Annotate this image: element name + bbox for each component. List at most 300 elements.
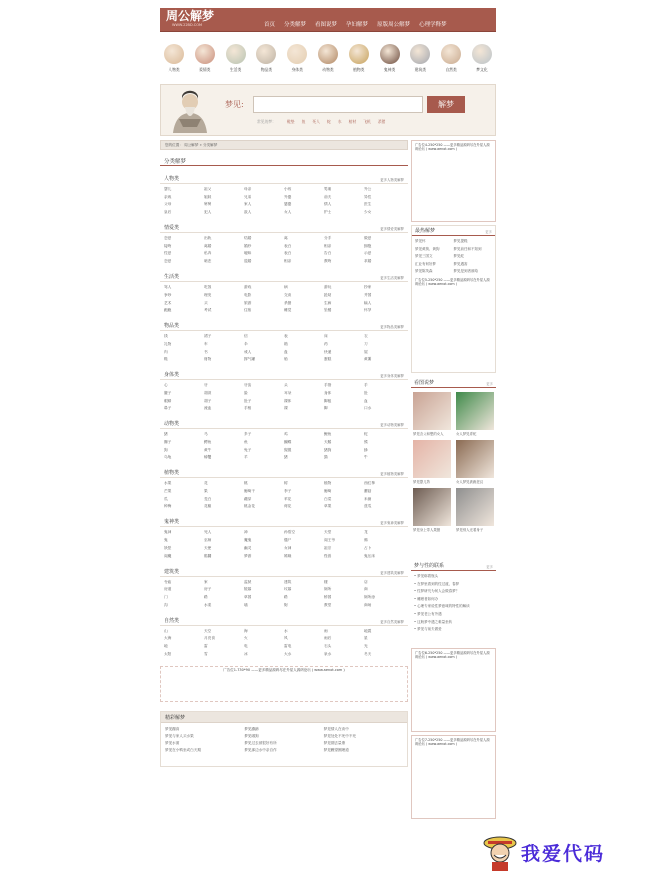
dream-link[interactable]: 书 <box>204 349 208 354</box>
hot-search-link[interactable]: 水 <box>337 119 342 124</box>
dream-link[interactable]: 米菌 <box>364 496 372 501</box>
dream-link[interactable]: 鬼神 <box>164 530 172 535</box>
dream-link[interactable]: 海 <box>244 628 248 633</box>
featured-link[interactable]: 梦见情人在谈中 <box>323 726 349 731</box>
hot-dream-link[interactable]: 梦见是到者被给 <box>453 269 478 273</box>
dream-link[interactable]: 李子 <box>284 489 292 494</box>
dream-link[interactable]: 婆婆 <box>284 202 292 207</box>
hot-dream-link[interactable]: 梦见提鞋 <box>453 239 468 243</box>
nav-category[interactable]: 分类解梦 <box>284 22 307 28</box>
dream-link[interactable]: 建筑 <box>284 579 292 584</box>
dream-link[interactable]: 并国 <box>364 292 372 297</box>
dream-link[interactable]: 街 <box>284 602 288 607</box>
dream-link[interactable]: 厕所 <box>324 587 332 592</box>
hot-search-link[interactable]: 鱼 <box>301 119 306 124</box>
dream-link[interactable]: 阎魔 <box>164 553 172 558</box>
dream-link[interactable]: 手相 <box>244 406 252 411</box>
dream-link[interactable]: 葡萄 <box>324 489 332 494</box>
hot-dream-link[interactable]: 梦见怀 <box>415 239 426 243</box>
dream-link[interactable]: 地震 <box>364 628 372 633</box>
dream-link[interactable]: 舅舅 <box>204 202 212 207</box>
hot-search-link[interactable]: 棺材 <box>348 119 357 124</box>
site-logo[interactable]: 周公解梦 <box>166 9 215 23</box>
dream-link[interactable]: 种梅 <box>164 504 172 509</box>
picture-item[interactable] <box>456 488 494 532</box>
dream-link[interactable]: 瓜 <box>164 496 168 501</box>
hot-dream-link[interactable]: 梦见前任和不知到 <box>453 246 482 251</box>
dream-link[interactable]: 船 <box>284 357 288 362</box>
dream-link[interactable]: 泉水 <box>324 651 332 656</box>
dream-link[interactable]: 白菜 <box>324 496 332 501</box>
dream-link[interactable]: 戒人 <box>244 349 252 354</box>
hot-dreams-more[interactable]: 更多 <box>485 230 492 234</box>
dream-link[interactable]: 桃 <box>244 481 248 486</box>
sidebar-ad-1[interactable]: 广告位4-250*250 ——更多精品源码尽在外星人源码论坛 ( www.aenot.com ) <box>411 140 496 222</box>
dream-link[interactable]: 车 <box>204 341 208 346</box>
dream-link[interactable]: 雷电 <box>284 643 292 648</box>
hot-dream-link[interactable]: 梦见蛇 <box>453 254 464 258</box>
featured-link[interactable]: 梦见在小鸭坐或白天期 <box>165 747 201 752</box>
dream-link[interactable]: 退婚 <box>244 259 252 264</box>
dream-link[interactable]: 吃饭 <box>204 285 212 290</box>
dream-link[interactable]: 鳄鱼 <box>204 440 212 444</box>
featured-link[interactable]: 梦见过去被很好有所 <box>244 740 277 745</box>
dream-link[interactable]: 生病 <box>324 300 332 305</box>
dream-link[interactable]: 跑跑 <box>164 308 172 313</box>
dream-link[interactable]: 结婚 <box>244 236 252 241</box>
dream-link[interactable]: 裸 <box>284 406 288 411</box>
picture-thumb[interactable] <box>456 392 494 430</box>
dream-link[interactable]: 亲戚 <box>164 194 172 199</box>
dream-link[interactable]: 接吻 <box>164 243 172 248</box>
category-1[interactable] <box>195 44 215 80</box>
hot-search-link[interactable]: 鞋垫 <box>287 119 295 124</box>
dream-link[interactable]: 伞 <box>244 341 248 346</box>
dream-link[interactable]: 口水 <box>364 406 372 411</box>
dream-link[interactable]: 拥抱 <box>364 243 372 248</box>
dream-link[interactable]: 杀猪 <box>284 300 292 305</box>
dream-link[interactable]: 血 <box>364 398 368 403</box>
dream-link[interactable]: 墙 <box>244 602 248 607</box>
hot-dream-link[interactable]: 梦见遇害 <box>453 261 468 266</box>
picture-item[interactable] <box>456 392 494 436</box>
dream-link[interactable]: 冰 <box>244 651 248 656</box>
category-7[interactable] <box>380 44 400 80</box>
dream-link[interactable]: 前夫 <box>324 194 332 199</box>
hot-search-link[interactable]: 蛇 <box>326 119 331 124</box>
dream-link[interactable]: 手 <box>364 383 368 388</box>
dream-link[interactable]: 水渠 <box>204 602 212 607</box>
sidebar-ad-4[interactable]: 广告位7-250*250 ——更多精品源码尽在外星人源码论坛 ( www.aenot.com ) <box>411 735 496 819</box>
dream-link[interactable]: 蜂 <box>364 447 368 452</box>
category-5[interactable] <box>318 44 338 80</box>
dream-link[interactable]: 交谈 <box>284 292 292 297</box>
featured-link[interactable]: 梦见水面 <box>165 740 180 745</box>
sex-dream-link[interactable]: • 心理专家说性梦意味的特性的解读 <box>414 604 470 609</box>
dream-link[interactable]: 芒果 <box>164 489 172 494</box>
dream-link[interactable]: 天空 <box>204 628 212 633</box>
search-button[interactable]: 解梦 <box>427 96 465 113</box>
dream-link[interactable]: 游玩 <box>324 285 332 290</box>
dream-link[interactable]: 财物 <box>204 357 212 362</box>
dream-link[interactable]: 旅游 <box>244 300 252 305</box>
dream-link[interactable]: 猪狗 <box>324 447 332 452</box>
dream-link[interactable]: 出轨 <box>204 236 212 241</box>
sex-dream-link[interactable]: • 性梦研究为何人会做春梦？ <box>414 589 460 594</box>
dream-link[interactable]: 鱼 <box>244 440 248 444</box>
block-more-link[interactable]: 更多动物类解梦 <box>380 423 404 428</box>
dream-link[interactable]: 马 <box>204 432 208 437</box>
dream-link[interactable]: 荷花 <box>284 504 292 509</box>
dream-link[interactable]: 螃蟹 <box>204 455 212 460</box>
dream-link[interactable]: 骷髅 <box>204 553 212 558</box>
dream-link[interactable]: 求婚 <box>364 259 372 264</box>
sidebar-ad-3[interactable]: 广告位6-250*250 ——更多精品源码尽在外星人源码论坛 ( www.aenot.com ) <box>411 648 496 732</box>
dream-link[interactable]: 商场 <box>364 602 372 607</box>
dream-link[interactable]: 医生 <box>364 202 372 207</box>
hot-search-link[interactable]: 飞机 <box>363 119 371 124</box>
picture-dreams-more[interactable]: 更多 <box>486 382 493 386</box>
nav-home[interactable]: 首页 <box>264 22 276 28</box>
dream-link[interactable]: 裸体 <box>284 398 292 403</box>
category-3[interactable] <box>256 44 276 80</box>
dream-link[interactable]: 屋 <box>364 349 368 354</box>
dream-link[interactable]: 商 <box>364 587 368 592</box>
dream-link[interactable]: 雷 <box>204 643 208 648</box>
dream-link[interactable]: 藕芽 <box>244 496 252 501</box>
dream-link[interactable]: 寺庙 <box>164 579 172 584</box>
dream-link[interactable]: 恋爱 <box>164 236 172 241</box>
dream-link[interactable]: 僵尸 <box>284 538 292 543</box>
sex-dream-link[interactable]: • 睡眠者如何办 <box>414 596 439 601</box>
dream-link[interactable]: 盘 <box>284 349 288 354</box>
ad-banner[interactable]: 广告位1-730*90 ——更多精品源码尽在外星人源码论坛 ( www.aenot.com ) <box>160 666 408 702</box>
dream-link[interactable]: 手指 <box>324 383 332 388</box>
dream-link[interactable]: 异性 <box>364 194 372 199</box>
dream-link[interactable]: 树 <box>284 481 288 486</box>
dream-link[interactable]: 快递 <box>324 349 332 354</box>
dream-link[interactable]: 外公 <box>364 187 372 191</box>
dream-link[interactable]: 婴儿 <box>164 187 172 191</box>
dream-link[interactable]: 信 <box>244 334 248 339</box>
dream-link[interactable]: 输人 <box>364 300 372 305</box>
sidebar-ad-2[interactable]: 广告位5-250*250 ——更多精品源码尽在外星人源码论坛 ( www.aenot.com ) <box>415 278 490 287</box>
dream-link[interactable]: 天堂 <box>324 530 332 535</box>
dream-link[interactable]: 火 <box>244 636 248 641</box>
featured-link[interactable]: 梦见瞭望圈理道 <box>323 747 349 752</box>
dream-link[interactable]: 乌龟 <box>164 455 172 460</box>
dream-link[interactable]: 星 <box>364 636 368 641</box>
dream-link[interactable]: 猫 <box>324 455 328 460</box>
dream-link[interactable]: 做爱 <box>364 236 372 241</box>
dream-link[interactable]: 石头 <box>324 643 332 648</box>
picture-item[interactable] <box>413 488 451 532</box>
dream-link[interactable]: 脚 <box>324 406 328 411</box>
featured-link[interactable]: 梦见处处不死中不死 <box>323 733 356 738</box>
picture-caption[interactable]: 梦见身上带人果猪 <box>413 528 441 532</box>
dream-link[interactable]: 敌人 <box>244 210 252 215</box>
dream-link[interactable]: 相亲 <box>284 259 292 264</box>
nav-pregnant[interactable]: 孕妇解梦 <box>346 22 369 28</box>
dream-link[interactable]: 脚板 <box>324 398 332 403</box>
dream-link[interactable]: 兹瓜 <box>364 504 372 509</box>
dream-link[interactable]: 路 <box>284 594 288 599</box>
dream-link[interactable]: 监狱 <box>244 579 252 584</box>
dream-link[interactable]: 果 <box>204 489 208 494</box>
picture-thumb[interactable] <box>413 392 451 430</box>
hot-dream-link[interactable]: 汇业有何好梦 <box>415 261 436 266</box>
dream-link[interactable]: 天使 <box>204 545 212 550</box>
hot-search-link[interactable]: 死人 <box>312 119 320 124</box>
picture-thumb[interactable] <box>413 488 451 526</box>
hot-dream-link[interactable]: 梦见三国文 <box>415 254 433 258</box>
dream-link[interactable]: 表白 <box>284 251 292 256</box>
dream-link[interactable]: 茭白 <box>204 496 212 501</box>
dream-link[interactable]: 阎王爷 <box>324 538 336 543</box>
dream-link[interactable]: 睡觉 <box>284 308 292 313</box>
dream-link[interactable]: 抢劫 <box>324 292 332 297</box>
dream-link[interactable]: 大海 <box>164 636 172 641</box>
dream-link[interactable]: 钱 <box>164 334 168 339</box>
dream-link[interactable]: 少女 <box>364 210 372 215</box>
picture-item[interactable] <box>413 440 451 484</box>
dream-link[interactable]: 冬天 <box>364 651 372 656</box>
category-8[interactable] <box>410 44 430 80</box>
dream-link[interactable]: 陵墓 <box>244 587 252 592</box>
dream-link[interactable]: 情人 <box>324 202 332 207</box>
block-more-link[interactable]: 更多植物类解梦 <box>380 472 404 477</box>
dream-link[interactable]: 嫦娥 <box>284 553 292 558</box>
dream-link[interactable]: 兄弟 <box>244 194 252 199</box>
picture-thumb[interactable] <box>456 440 494 478</box>
picture-caption[interactable]: 女人梦见青蛇 <box>456 432 477 436</box>
dream-link[interactable]: 佛 <box>364 538 368 543</box>
dream-link[interactable]: 鬼压床 <box>364 553 376 558</box>
dream-link[interactable]: 蘑菇 <box>364 489 372 494</box>
picture-item[interactable] <box>456 440 494 484</box>
block-more-link[interactable]: 更多自然类解梦 <box>380 619 404 624</box>
dream-link[interactable]: 水果 <box>164 481 172 486</box>
dream-link[interactable]: 母亲 <box>244 187 252 191</box>
category-6[interactable] <box>349 44 369 80</box>
dream-link[interactable]: 理发 <box>204 292 212 297</box>
dream-link[interactable]: 鞋 <box>164 357 168 362</box>
dream-link[interactable]: 鼻子 <box>164 406 172 411</box>
dream-link[interactable]: 魔鬼 <box>244 538 252 543</box>
dream-link[interactable]: 牙 <box>204 383 208 388</box>
dream-link[interactable]: 桥园 <box>324 594 332 599</box>
dream-link[interactable]: 撑气罐 <box>244 357 256 362</box>
dream-link[interactable]: 桃金花 <box>244 504 256 509</box>
dream-link[interactable]: 狗 <box>164 447 168 452</box>
dream-link[interactable]: 梦游 <box>244 553 252 558</box>
dream-link[interactable]: 身体 <box>324 390 332 395</box>
dream-link[interactable]: 雨后 <box>324 636 332 641</box>
dream-link[interactable]: 死人 <box>204 530 212 535</box>
dream-link[interactable]: 头 <box>284 383 288 388</box>
sex-dream-link[interactable]: • 在梦里看到的性过渡，春梦 <box>414 581 460 586</box>
dream-link[interactable]: 店 <box>364 579 368 584</box>
dream-link[interactable]: 衣 <box>364 334 368 339</box>
picture-caption[interactable]: 梦见别人光着身子 <box>456 528 484 532</box>
dream-link[interactable]: 离 <box>284 236 288 241</box>
dream-link[interactable]: 天鹅 <box>324 440 332 444</box>
category-9[interactable] <box>441 44 461 80</box>
dream-link[interactable]: 怪兽 <box>324 553 332 558</box>
dream-link[interactable]: 幽灵 <box>244 545 252 550</box>
dream-link[interactable]: 鸡 <box>284 432 288 437</box>
sex-dream-link[interactable]: • 梦见绑着瓶头 <box>414 574 439 578</box>
dream-link[interactable]: 胡子 <box>204 398 212 403</box>
dream-link[interactable]: 家 <box>204 579 208 584</box>
dream-link[interactable]: 教吻 <box>324 259 332 264</box>
dream-link[interactable]: 女神 <box>284 545 292 550</box>
picture-thumb[interactable] <box>413 440 451 478</box>
hot-search-link[interactable]: 杀猪 <box>377 119 386 124</box>
dream-link[interactable]: 光 <box>364 643 368 648</box>
dream-link[interactable]: 告白 <box>324 251 332 256</box>
dream-link[interactable]: 皇后 <box>164 210 172 215</box>
dream-link[interactable]: 游戏 <box>244 285 252 290</box>
dream-link[interactable]: 男朋 <box>324 187 332 191</box>
dream-link[interactable]: 耳朵 <box>284 390 292 395</box>
dream-link[interactable]: 小孩 <box>284 187 292 191</box>
dream-link[interactable]: 祖宗 <box>324 545 332 550</box>
dream-link[interactable]: 巫师 <box>204 538 212 543</box>
dream-link[interactable]: 花椒 <box>204 504 212 509</box>
dream-link[interactable]: 多子 <box>244 432 252 437</box>
dream-link[interactable]: 山 <box>164 628 168 633</box>
dream-link[interactable]: 鲤鱼 <box>324 432 332 437</box>
dream-link[interactable]: 花 <box>204 481 208 486</box>
dream-link[interactable]: 住宿 <box>244 308 252 313</box>
dream-link[interactable]: 心 <box>164 383 168 388</box>
dream-link[interactable]: 房子 <box>204 587 212 592</box>
dream-link[interactable]: 肚 <box>364 390 368 395</box>
dream-link[interactable]: 妖怪 <box>164 545 172 550</box>
dream-link[interactable]: 床 <box>324 334 328 339</box>
dream-link[interactable]: 房道 <box>164 587 172 592</box>
dream-link[interactable]: 牛 <box>364 455 368 460</box>
sex-dreams-more[interactable]: 更多 <box>486 565 493 569</box>
dream-link[interactable]: 黄薯 <box>364 357 372 362</box>
dream-link[interactable]: 家人 <box>244 202 252 207</box>
category-2[interactable] <box>226 44 246 80</box>
block-more-link[interactable]: 更多物品类解梦 <box>380 325 404 330</box>
dream-link[interactable]: 太阳 <box>164 651 172 656</box>
dream-link[interactable]: 猪 <box>284 455 288 460</box>
dream-link[interactable]: 父母 <box>164 202 172 207</box>
dream-link[interactable]: 姐妹 <box>204 194 212 199</box>
dream-link[interactable]: 草园 <box>244 594 252 599</box>
sex-dream-link[interactable]: • 这般梦中遇之难量坐转 <box>414 619 453 624</box>
category-10[interactable] <box>472 44 492 80</box>
dream-link[interactable]: 教堂 <box>324 602 332 607</box>
dream-link[interactable]: 植物 <box>324 481 332 486</box>
dream-link[interactable]: 狮子 <box>164 440 172 444</box>
dream-link[interactable]: 箱 <box>284 341 288 346</box>
dream-link[interactable]: 艺术 <box>164 300 172 305</box>
dream-link[interactable]: 裙子 <box>204 334 212 339</box>
dream-link[interactable]: 地 <box>164 643 168 648</box>
dream-link[interactable]: 示爱 <box>364 251 372 256</box>
dream-link[interactable]: 占卜 <box>364 545 372 550</box>
dream-link[interactable]: 病 <box>284 285 288 290</box>
dream-link[interactable]: 护士 <box>324 210 332 215</box>
dream-link[interactable]: 买 <box>204 300 208 305</box>
block-more-link[interactable]: 更多鬼神类解梦 <box>380 521 404 526</box>
dream-link[interactable]: 黄牛 <box>204 447 212 452</box>
dream-link[interactable]: 西红柿 <box>364 481 376 486</box>
dream-link[interactable]: 刀 <box>364 341 368 346</box>
dream-link[interactable]: 眼睛 <box>164 398 172 403</box>
featured-link[interactable]: 梦见那边水中亲自作 <box>244 747 277 752</box>
search-input[interactable] <box>253 96 423 113</box>
picture-caption[interactable]: 梦见婴儿剪 <box>413 480 430 484</box>
dream-link[interactable]: 猩猩 <box>284 447 292 452</box>
block-more-link[interactable]: 更多人物类解梦 <box>380 178 404 182</box>
category-4[interactable] <box>287 44 307 80</box>
dream-link[interactable]: 私奔 <box>204 251 212 256</box>
category-0[interactable] <box>164 44 184 80</box>
dream-link[interactable]: 坠楼 <box>324 308 332 313</box>
dream-link[interactable]: 风 <box>284 636 288 641</box>
dream-link[interactable]: 蛋糕 <box>324 357 332 362</box>
dream-link[interactable]: 猪 <box>164 432 168 437</box>
dream-link[interactable]: 肚子 <box>244 398 252 403</box>
hot-dream-link[interactable]: 梦见黄狗、黄狗 <box>415 246 440 251</box>
dream-link[interactable]: 胡须 <box>204 390 212 395</box>
dream-link[interactable]: 暗恋 <box>204 259 212 264</box>
block-more-link[interactable]: 更多情爱类解梦 <box>380 227 404 232</box>
dream-link[interactable]: 礼物 <box>164 341 172 346</box>
dream-link[interactable]: 蛇 <box>364 432 368 437</box>
dream-link[interactable]: 门 <box>164 594 168 599</box>
featured-link[interactable]: 梦见蹦蹄 <box>244 726 259 731</box>
dream-link[interactable]: 月亮食 <box>204 636 216 641</box>
dream-link[interactable]: 苹花 <box>284 496 292 501</box>
dream-link[interactable]: 龙 <box>364 530 368 535</box>
dream-link[interactable]: 考试 <box>204 308 212 313</box>
dream-link[interactable]: 外婆 <box>284 194 292 199</box>
sex-dream-link[interactable]: • 梦见与前夫做爱 <box>414 627 442 632</box>
dream-link[interactable]: 大水 <box>284 651 292 656</box>
featured-link[interactable]: 梦见期去量康 <box>323 740 346 745</box>
dream-link[interactable]: 抄家 <box>364 285 372 290</box>
block-more-link[interactable]: 更多身体类解梦 <box>380 374 404 379</box>
dream-link[interactable]: 牙齿 <box>244 383 252 388</box>
dream-link[interactable]: 婚纱 <box>244 243 252 248</box>
dream-link[interactable]: 驾人 <box>164 285 172 290</box>
sex-dream-link[interactable]: • 梦见老公有外遇 <box>414 611 442 616</box>
dream-link[interactable]: 草果 <box>324 504 332 509</box>
nav-psychology[interactable]: 心理学释梦 <box>419 22 447 28</box>
dream-link[interactable]: 蝴蝶 <box>284 440 292 444</box>
featured-link[interactable]: 梦见蹦高 <box>165 726 180 731</box>
dream-link[interactable]: 肉 <box>164 349 168 354</box>
dream-link[interactable]: 电影 <box>244 292 252 297</box>
dream-link[interactable]: 雪 <box>204 651 208 656</box>
dream-link[interactable]: 分手 <box>324 236 332 241</box>
dream-link[interactable]: 沟 <box>164 602 168 607</box>
dream-link[interactable]: 脸 <box>244 390 248 395</box>
dream-link[interactable]: 水 <box>284 628 288 633</box>
block-more-link[interactable]: 更多建筑类解梦 <box>380 570 404 575</box>
dream-link[interactable]: 孙悟空 <box>284 530 296 535</box>
dream-link[interactable]: 雨 <box>324 628 328 633</box>
nav-original[interactable]: 原版周公解梦 <box>377 22 411 28</box>
dream-link[interactable]: 葡萄干 <box>244 489 256 494</box>
